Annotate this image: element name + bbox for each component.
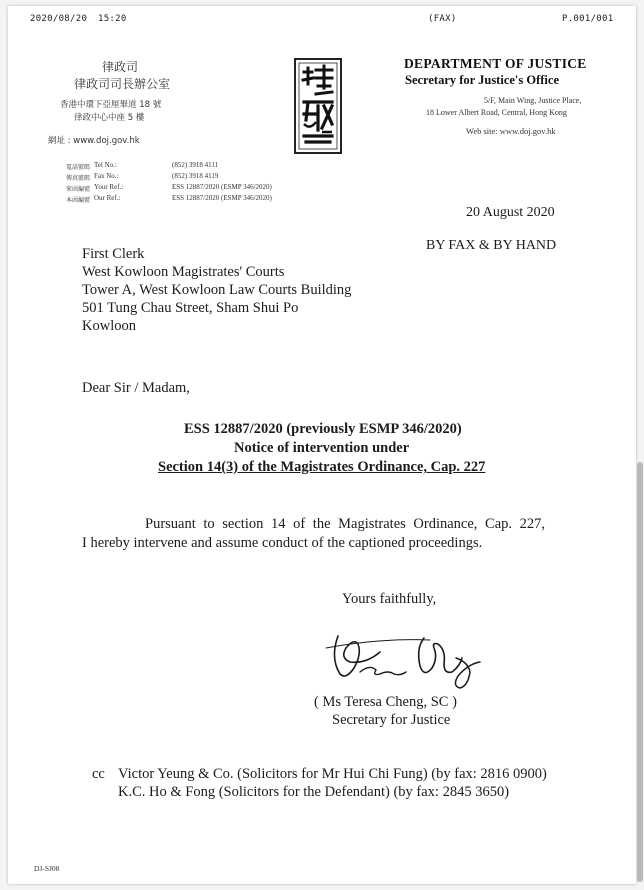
doj-seal-logo xyxy=(294,58,342,154)
letterhead-cn-office: 律政司司長辦公室 xyxy=(74,77,171,91)
ref-label-cn: 電話號碼 xyxy=(66,164,91,171)
ref-value: ESS 12887/2020 (ESMP 346/2020) xyxy=(172,194,272,202)
subject-notice: Notice of intervention under xyxy=(234,440,410,456)
addressee-line: Tower A, West Kowloon Law Courts Building xyxy=(82,282,352,298)
fax-page-number: P.001/001 xyxy=(562,14,614,24)
subject-section: Section 14(3) of the Magistrates Ordinance, Cap. 227 xyxy=(158,459,486,475)
ref-label-cn: 來函編號 xyxy=(66,186,91,193)
scrollbar[interactable] xyxy=(637,462,643,882)
fax-time: 15:20 xyxy=(98,14,127,24)
letterhead-department: DEPARTMENT OF JUSTICE xyxy=(404,56,587,71)
addressee-line: 501 Tung Chau Street, Sham Shui Po xyxy=(82,300,299,316)
fax-date: 2020/08/20 xyxy=(30,14,88,24)
letterhead-cn-website: 網址 : www.doj.gov.hk xyxy=(48,136,140,146)
subject-case-number: ESS 12887/2020 (previously ESMP 346/2020) xyxy=(184,421,462,437)
ref-label-cn: 本函編號 xyxy=(66,197,91,204)
letterhead-cn-dept: 律政司 xyxy=(102,60,139,74)
addressee-line: West Kowloon Magistrates' Courts xyxy=(82,264,285,280)
ref-label-en: Fax No.: xyxy=(94,172,119,180)
ref-label-en: Your Ref.: xyxy=(94,183,124,191)
ref-label-en: Tel No.: xyxy=(94,161,117,169)
letterhead-cn-address-2: 律政中心中座 5 樓 xyxy=(74,113,145,123)
signatory-name: ( Ms Teresa Cheng, SC ) xyxy=(314,694,457,710)
signature xyxy=(320,618,496,690)
letterhead-address-2: 18 Lower Albert Road, Central, Hong Kong xyxy=(426,108,567,117)
ref-label-cn: 傳真號碼 xyxy=(66,175,91,182)
delivery-method: BY FAX & BY HAND xyxy=(426,238,557,253)
addressee-line: First Clerk xyxy=(82,246,145,262)
ref-value: (852) 3918 4119 xyxy=(172,172,219,180)
body-line-1: Pursuant to section 14 of the Magistrates Ordinance, Cap. 227, xyxy=(145,516,546,532)
cc-recipient-1: Victor Yeung & Co. (Solicitors for Mr Hui Chi Fung) (by fax: 2816 0900) xyxy=(118,766,547,782)
ref-value: ESS 12887/2020 (ESMP 346/2020) xyxy=(172,183,272,191)
letterhead-office: Secretary for Justice's Office xyxy=(405,73,559,87)
letter-page xyxy=(8,6,636,884)
salutation: Dear Sir / Madam, xyxy=(82,380,190,396)
letterhead-website: Web site: www.doj.gov.hk xyxy=(466,126,556,136)
letterhead-cn-address-1: 香港中環下亞厘畢道 18 號 xyxy=(60,100,162,110)
body-line-2: I hereby intervene and assume conduct of the captioned proceedings. xyxy=(82,535,483,551)
fax-label: (FAX) xyxy=(428,14,457,24)
letter-date: 20 August 2020 xyxy=(466,205,555,220)
cc-label: cc xyxy=(92,766,105,782)
ref-label-en: Our Ref.: xyxy=(94,194,121,202)
closing: Yours faithfully, xyxy=(342,591,437,607)
form-code: DJ-SJ08 xyxy=(34,864,60,873)
cc-recipient-2: K.C. Ho & Fong (Solicitors for the Defendant) (by fax: 2845 3650) xyxy=(118,784,510,800)
ref-value: (852) 3918 4111 xyxy=(172,161,219,169)
letterhead-address-1: 5/F, Main Wing, Justice Place, xyxy=(484,96,582,105)
addressee-line: Kowloon xyxy=(82,318,136,334)
signatory-title: Secretary for Justice xyxy=(332,712,451,728)
